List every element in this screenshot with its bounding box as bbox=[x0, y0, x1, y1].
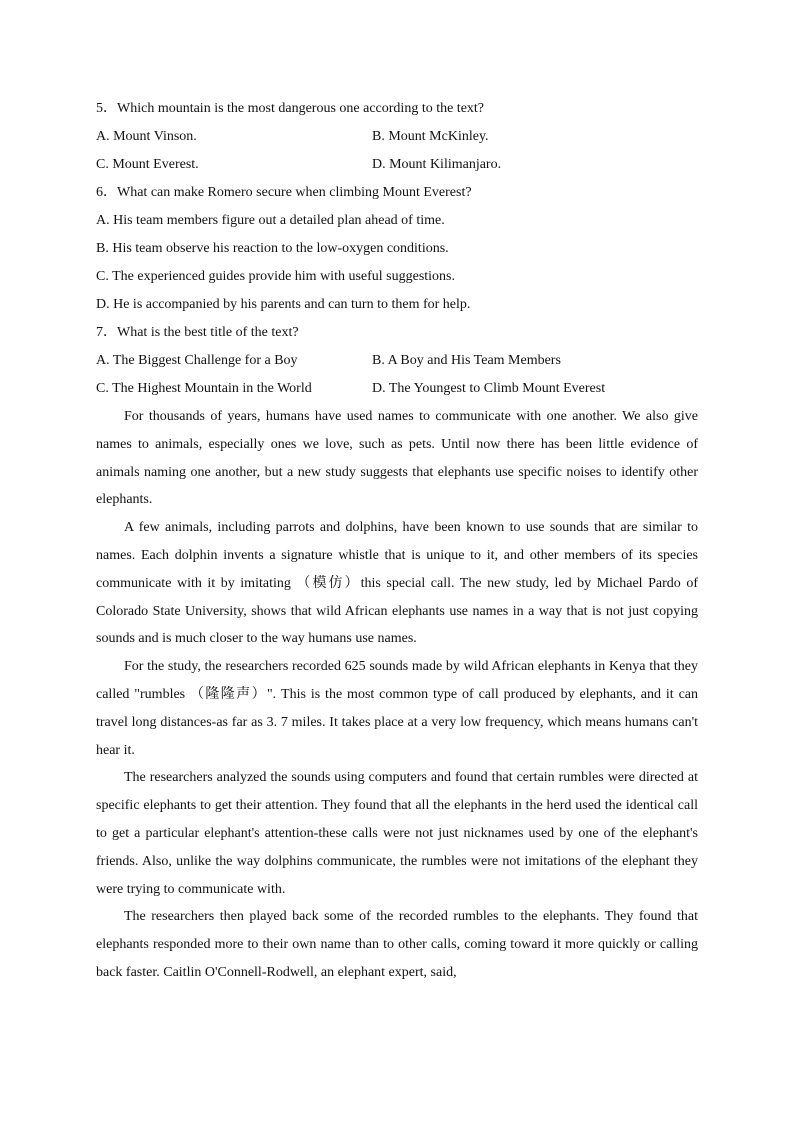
question-5-options-row-2 bbox=[96, 151, 698, 179]
question-6-option-b: B. His team observe his reaction to the low-oxygen conditions. bbox=[96, 241, 449, 256]
passage-paragraph-5: The researchers then played back some of the recorded rumbles to the elephants. They found that elephants responded more to their own name than to other calls, coming toward it more quickly or calling back faster. Caitlin O'Connell-Rodwell, an elephant expert, said, bbox=[96, 909, 698, 980]
question-6-stem: 6．What can make Romero secure when climbing Mount Everest? bbox=[96, 185, 472, 200]
question-7-stem: 7．What is the best title of the text? bbox=[96, 325, 299, 340]
question-7-option-c: C. The Highest Mountain in the World bbox=[96, 381, 312, 396]
question-5-option-b: B. Mount McKinley. bbox=[372, 129, 489, 144]
question-6-option-d: D. He is accompanied by his parents and can turn to them for help. bbox=[96, 297, 471, 312]
question-7-option-a: A. The Biggest Challenge for a Boy bbox=[96, 353, 298, 368]
passage-paragraph-2: A few animals, including parrots and dolphins, have been known to use sounds that are similar to names. Each dolphin invents a signature whistle that is unique to it, and other members of its species communicate with it by imitating （模仿）this special call. The new study, led by Michael Pardo of Colorado State University, shows that wild African elephants use names in a way that is not just copying sounds and is much closer to the way humans use names. bbox=[96, 520, 698, 647]
question-7-options-row-1 bbox=[96, 347, 698, 375]
question-7-option-d: D. The Youngest to Climb Mount Everest bbox=[372, 381, 606, 396]
question-6-option-a: A. His team members figure out a detailed plan ahead of time. bbox=[96, 213, 445, 228]
question-5-option-a: A. Mount Vinson. bbox=[96, 129, 197, 144]
passage-paragraph-1: For thousands of years, humans have used names to communicate with one another. We also give names to animals, especially ones we love, such as pets. Until now there has been little evidence of animals naming one another, but a new study suggests that elephants use specific noises to identify other elephants. bbox=[96, 409, 698, 508]
passage-paragraph-3: For the study, the researchers recorded 625 sounds made by wild African elephants in Kenya that they called "rumbles （隆隆声）". This is the most common type of call produced by elephants, and it can travel long distances-as far as 3. 7 miles. It takes place at a very low frequency, which means humans can't hear it. bbox=[96, 659, 698, 758]
question-5-option-d: D. Mount Kilimanjaro. bbox=[372, 157, 502, 172]
question-5-option-c: C. Mount Everest. bbox=[96, 157, 199, 172]
passage-paragraph-4: The researchers analyzed the sounds using computers and found that certain rumbles were directed at specific elephants to get their attention. They found that all the elephants in the herd used the identical call to get a particular elephant's attention-these calls were not just nicknames used by one of the elephant's friends. Also, unlike the way dolphins communicate, the rumbles were not imitations of the elephant they were trying to communicate with. bbox=[96, 770, 698, 897]
question-5-options-row-1 bbox=[96, 123, 698, 151]
question-7-option-b: B. A Boy and His Team Members bbox=[372, 353, 561, 368]
question-5-stem: 5．Which mountain is the most dangerous one according to the text? bbox=[96, 101, 485, 116]
question-7-options-row-2 bbox=[96, 375, 698, 403]
question-6-option-c: C. The experienced guides provide him with useful suggestions. bbox=[96, 269, 456, 284]
document-page bbox=[96, 95, 698, 987]
